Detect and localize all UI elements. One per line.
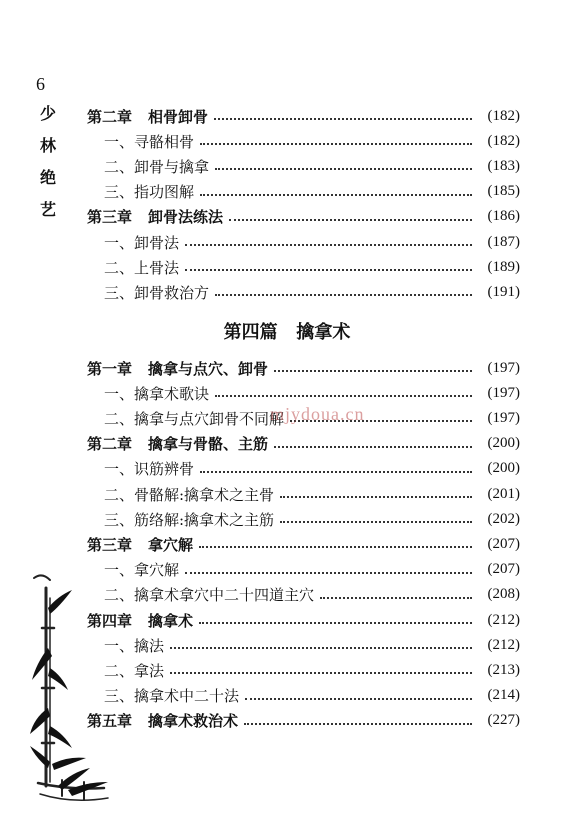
entry-title: 二、卸骨与擒拿 xyxy=(104,157,210,176)
entry-title: 擒拿术救治术 xyxy=(148,712,239,731)
entry-title: 拿穴解 xyxy=(148,535,194,554)
chapter-number: 第三章 xyxy=(87,535,133,554)
dot-leader xyxy=(245,698,472,700)
toc-section-entry xyxy=(104,154,520,178)
page-ref: (200) xyxy=(487,435,520,452)
entry-title: 相骨卸骨 xyxy=(148,107,209,126)
dot-leader xyxy=(185,244,472,246)
page-ref: (202) xyxy=(487,510,520,527)
toc-chapter-entry xyxy=(87,532,520,556)
toc-section-entry xyxy=(104,684,520,708)
dot-leader xyxy=(215,395,472,397)
part-title: 擒拿术 xyxy=(296,322,351,343)
dot-leader xyxy=(215,294,472,296)
side-title-char: 艺 xyxy=(39,200,56,219)
toc-section-entry xyxy=(104,507,520,531)
entry-title: 擒拿与骨骼、主筋 xyxy=(148,435,269,454)
toc-chapter-entry xyxy=(87,356,520,380)
entry-title: 一、卸骨法 xyxy=(104,233,180,252)
entry-title: 二、拿法 xyxy=(104,661,165,680)
page-ref: (197) xyxy=(487,359,520,376)
side-title-char: 少 xyxy=(39,104,56,123)
toc-chapter-entry xyxy=(87,608,520,632)
entry-title: 二、上骨法 xyxy=(104,258,180,277)
chapter-number: 第二章 xyxy=(87,107,133,126)
dot-leader xyxy=(170,647,472,649)
toc-section-entry xyxy=(104,180,520,204)
entry-title: 卸骨法练法 xyxy=(148,208,224,227)
entry-title: 二、擒拿与点穴卸骨不同解 xyxy=(104,409,285,428)
entry-title: 三、指功图解 xyxy=(104,183,195,202)
side-title-char: 林 xyxy=(39,136,56,155)
dot-leader xyxy=(200,194,472,196)
entry-title: 二、骨骼解:擒拿术之主骨 xyxy=(104,485,275,504)
toc-chapter-entry xyxy=(87,432,520,456)
toc-section-entry xyxy=(104,129,520,153)
toc-chapter-entry xyxy=(87,205,520,229)
dot-leader xyxy=(320,597,472,599)
toc-section-entry xyxy=(104,457,520,481)
page-ref: (201) xyxy=(487,485,520,502)
page-ref: (212) xyxy=(487,636,520,653)
page-ref: (208) xyxy=(487,586,520,603)
page-ref: (214) xyxy=(487,687,520,704)
page-ref: (185) xyxy=(487,183,520,200)
side-title-char: 绝 xyxy=(39,168,56,187)
dot-leader xyxy=(214,118,472,120)
page-ref: (191) xyxy=(487,283,520,300)
toc-section-entry xyxy=(104,658,520,682)
toc-section-entry xyxy=(104,255,520,279)
dot-leader xyxy=(170,672,472,674)
dot-leader xyxy=(280,496,472,498)
chapter-number: 第一章 xyxy=(87,359,133,378)
dot-leader xyxy=(200,471,472,473)
part-heading xyxy=(0,318,574,344)
entry-title: 三、擒拿术中二十法 xyxy=(104,687,240,706)
entry-title: 三、卸骨救治方 xyxy=(104,283,210,302)
chapter-number: 第四章 xyxy=(87,611,133,630)
bamboo-decoration-icon xyxy=(28,568,118,818)
page-ref: (187) xyxy=(487,233,520,250)
dot-leader xyxy=(280,521,472,523)
dot-leader xyxy=(199,546,472,548)
entry-title: 一、擒拿术歌诀 xyxy=(104,384,210,403)
dot-leader xyxy=(185,269,472,271)
toc-section-entry xyxy=(104,583,520,607)
entry-title: 一、识筋辨骨 xyxy=(104,460,195,479)
dot-leader xyxy=(185,572,472,574)
dot-leader xyxy=(274,370,472,372)
page-ref: (183) xyxy=(487,157,520,174)
dot-leader xyxy=(244,723,472,725)
page-ref: (213) xyxy=(487,661,520,678)
chapter-number: 第五章 xyxy=(87,712,133,731)
part-label: 第四篇 xyxy=(223,322,278,343)
page-ref: (189) xyxy=(487,258,520,275)
entry-title: 一、拿穴解 xyxy=(104,561,180,580)
entry-title: 一、寻骼相骨 xyxy=(104,132,195,151)
entry-title: 擒拿与点穴、卸骨 xyxy=(148,359,269,378)
toc-section-entry xyxy=(104,482,520,506)
page-ref: (207) xyxy=(487,535,520,552)
page-ref: (186) xyxy=(487,208,520,225)
dot-leader xyxy=(199,622,472,624)
side-book-title xyxy=(36,104,60,220)
entry-title: 二、擒拿术拿穴中二十四道主穴 xyxy=(104,586,315,605)
chapter-number: 第三章 xyxy=(87,208,133,227)
entry-title: 一、擒法 xyxy=(104,636,165,655)
toc-chapter-entry xyxy=(87,104,520,128)
toc-section-entry xyxy=(104,558,520,582)
entry-title: 三、筋络解:擒拿术之主筋 xyxy=(104,510,275,529)
toc-section-entry xyxy=(104,381,520,405)
watermark: mjydoua.cn xyxy=(270,404,365,424)
toc-section-entry xyxy=(104,280,520,304)
page-ref: (227) xyxy=(487,712,520,729)
page-ref: (207) xyxy=(487,561,520,578)
chapter-number: 第二章 xyxy=(87,435,133,454)
toc-section-entry xyxy=(104,230,520,254)
dot-leader xyxy=(274,446,472,448)
toc-section-entry xyxy=(104,633,520,657)
entry-title: 擒拿术 xyxy=(148,611,194,630)
dot-leader xyxy=(215,168,472,170)
dot-leader xyxy=(229,219,472,221)
page-ref: (197) xyxy=(487,384,520,401)
page-ref: (182) xyxy=(487,132,520,149)
page-ref: (212) xyxy=(487,611,520,628)
page-ref: (200) xyxy=(487,460,520,477)
page-ref: (182) xyxy=(487,107,520,124)
dot-leader xyxy=(200,143,472,145)
page-number: 6 xyxy=(36,74,45,94)
page-ref: (197) xyxy=(487,409,520,426)
toc-chapter-entry xyxy=(87,709,520,733)
